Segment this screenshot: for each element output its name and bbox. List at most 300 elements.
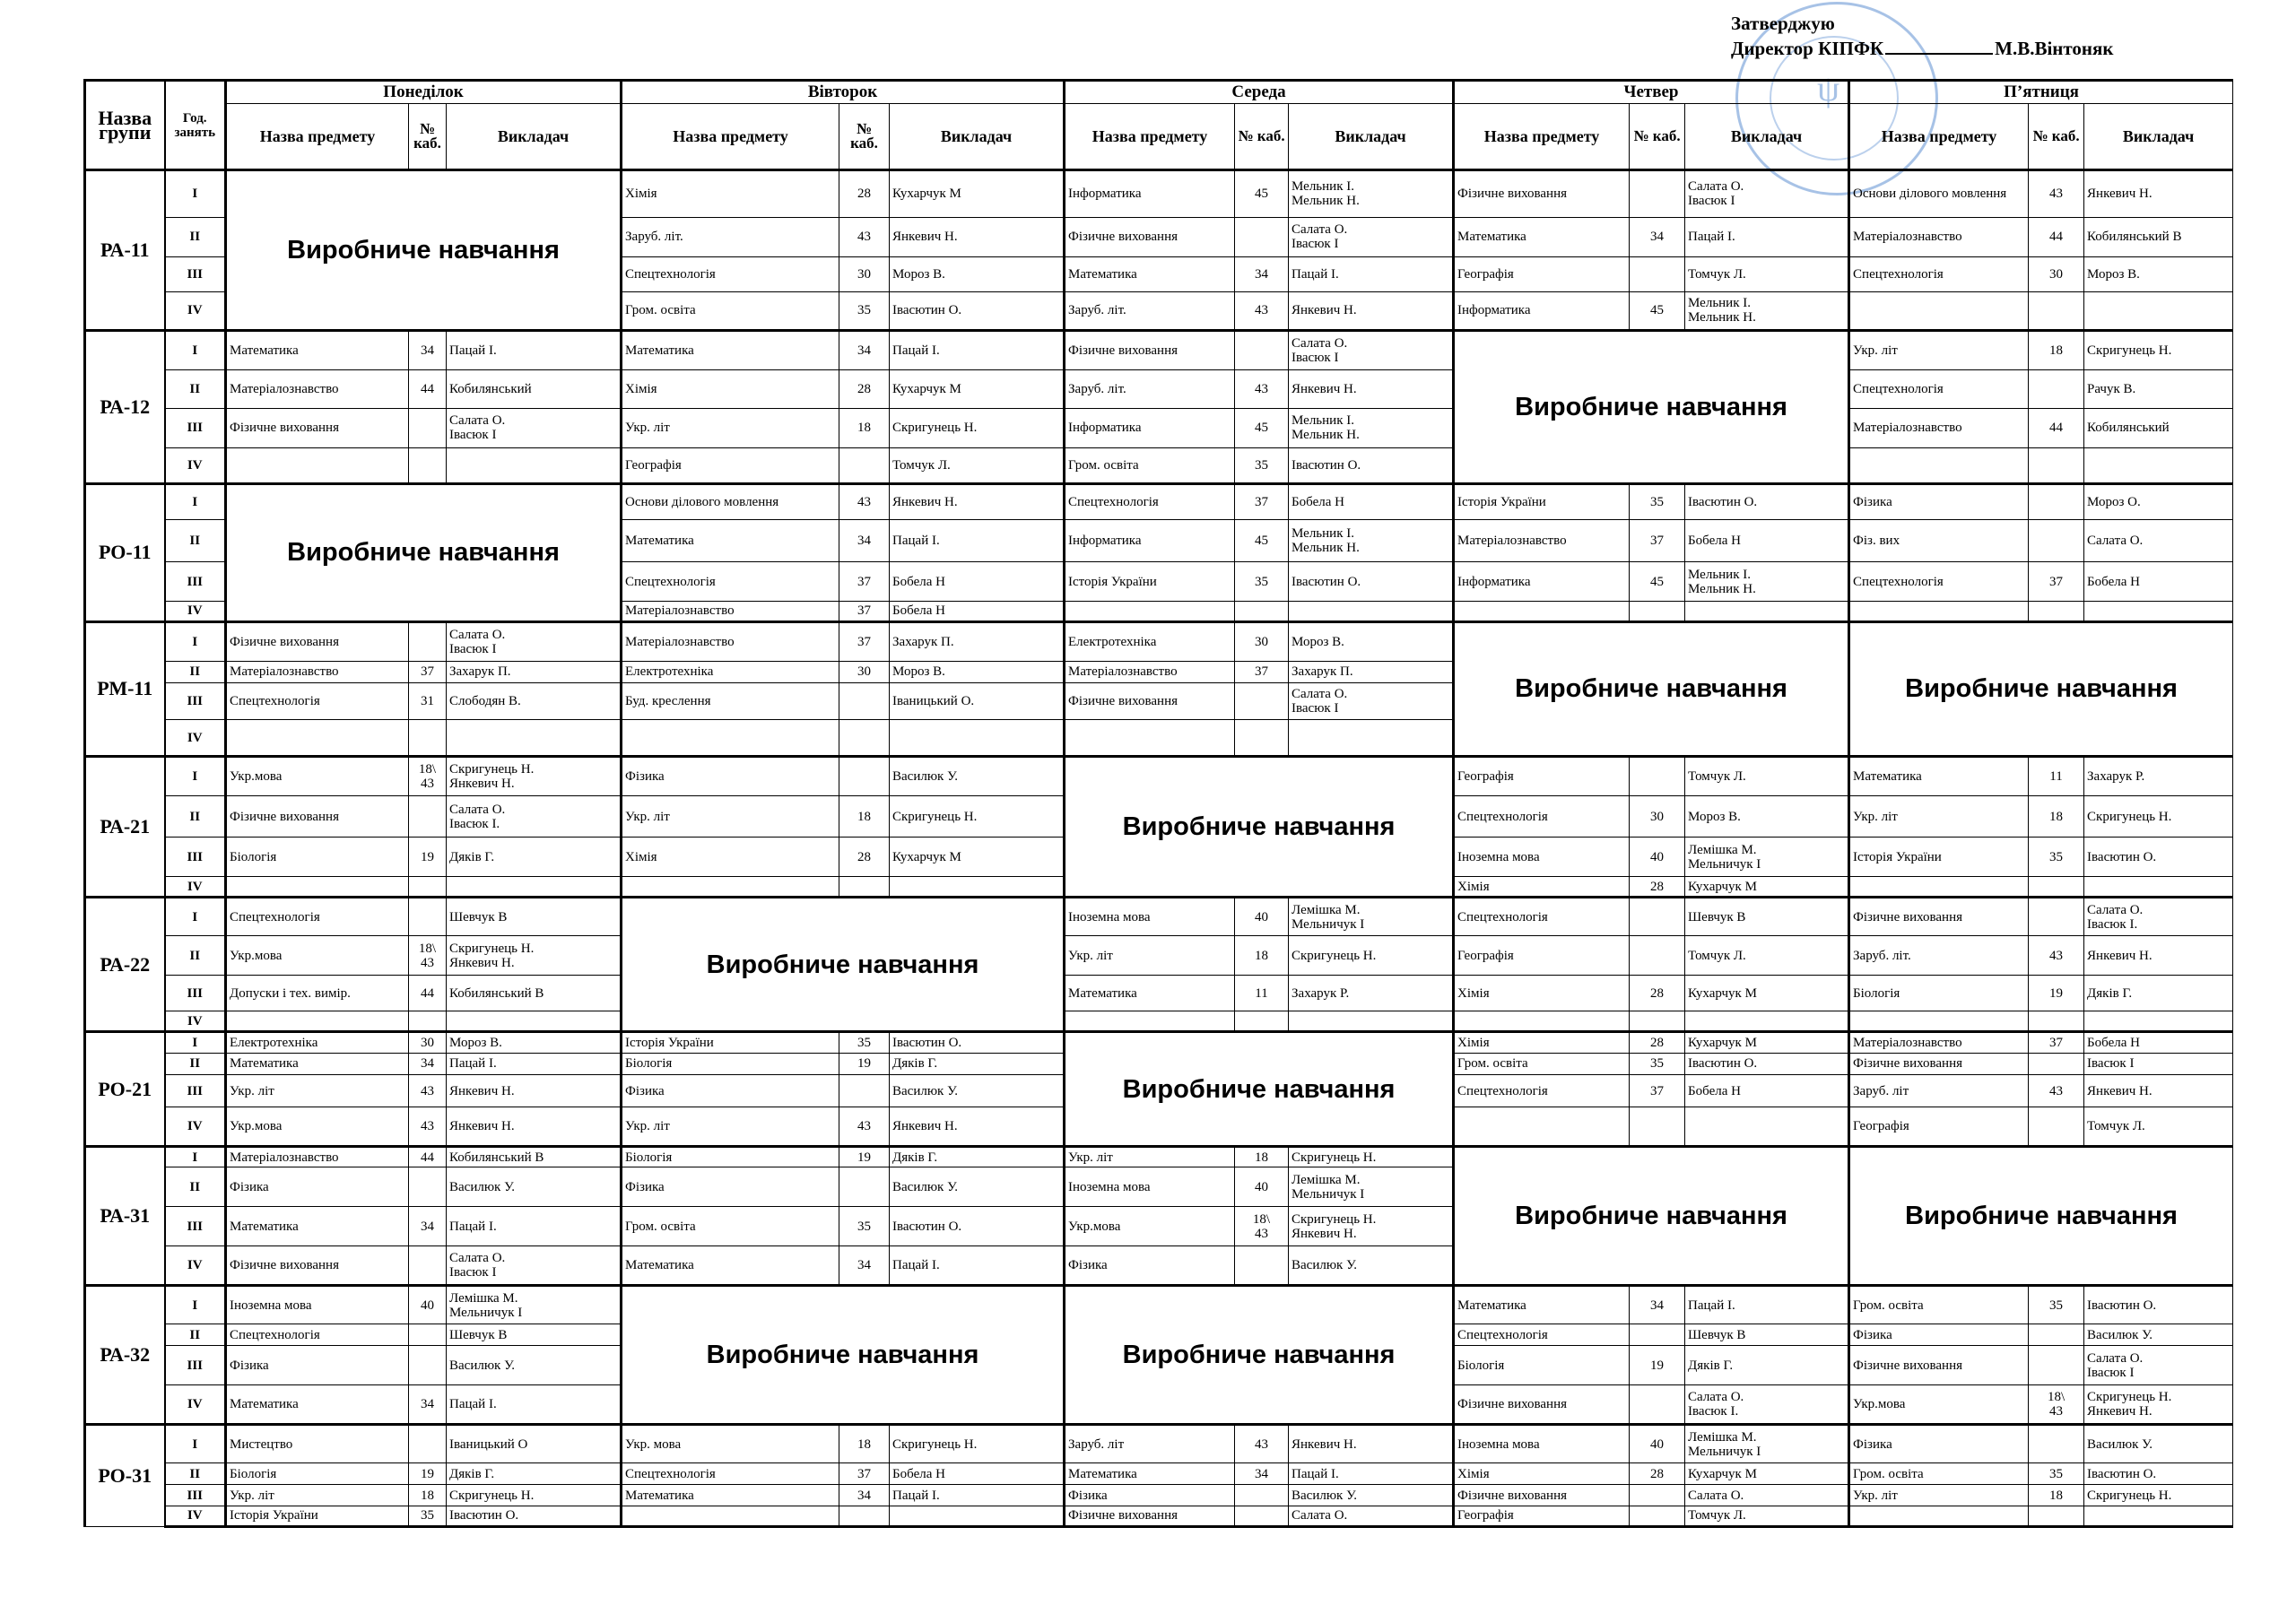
teacher-cell: Скригунець Н. [1289,1147,1454,1167]
lesson-number: III [165,682,226,720]
production-training: Виробниче навчання [1849,1147,2233,1286]
subject-cell: Гром. освіта [1849,1286,2029,1324]
lesson-number: III [165,1207,226,1246]
teacher-cell: Василюк У. [890,1074,1065,1107]
teacher-cell: Захарук П. [1289,661,1454,682]
room-cell: 28 [1630,976,1685,1011]
teacher-cell: Скригунець Н. Янкевич Н. [447,756,622,795]
teacher-cell: Салата О. Івасюк І [1289,330,1454,369]
teacher-cell: Мороз О. [2084,484,2233,520]
subject-cell: Укр. літ [226,1074,409,1107]
subject-cell: Іноземна мова [226,1286,409,1324]
subject-cell [1065,720,1235,756]
room-cell [2029,1425,2084,1463]
lesson-number: I [165,756,226,795]
production-training: Виробниче навчання [1065,1286,1454,1425]
teacher-cell: Шевчук В [447,898,622,936]
lesson-number: IV [165,1107,226,1147]
teacher-cell: Івасютин О. [2084,838,2233,877]
subject-cell: Гром. освіта [622,292,839,331]
subject-cell: Хімія [622,838,839,877]
teacher-cell: Скригунець Н. Янкевич Н. [447,935,622,975]
teacher-cell: Василюк У. [447,1167,622,1207]
subject-cell: Фізика [622,1167,839,1207]
room-cell [2029,1107,2084,1147]
subject-cell [622,1506,839,1526]
teacher-cell: Пацай І. [447,1053,622,1074]
teacher-cell: Івасютин О. [1685,1053,1849,1074]
subject-cell [226,877,409,898]
room-cell [2029,602,2084,622]
lesson-number: III [165,838,226,877]
day-header-1: Вівторок [622,81,1065,104]
subject-cell: Біологія [622,1147,839,1167]
lesson-number: I [165,621,226,661]
group-name: РМ-11 [85,621,165,756]
group-name: РО-11 [85,484,165,622]
teacher-cell: Салата О. Івасюк І [1289,682,1454,720]
teacher-cell: Кухарчук М [890,838,1065,877]
teacher-cell: Пацай І. [1685,217,1849,256]
room-cell: 44 [409,1147,447,1167]
room-cell: 35 [839,292,890,331]
teacher-cell: Кухарчук М [1685,1032,1849,1054]
subject-cell [1454,602,1630,622]
subject-cell: Біологія [226,1463,409,1485]
room-cell: 35 [2029,838,2084,877]
lesson-number: III [165,1346,226,1385]
subject-cell: Математика [226,1207,409,1246]
room-cell [839,877,890,898]
room-cell: 18\ 43 [1235,1207,1289,1246]
room-cell: 44 [409,369,447,408]
subject-cell: Інформатика [1065,520,1235,562]
room-cell [1235,1506,1289,1526]
teacher-cell [2084,1506,2233,1526]
subject-cell: Матеріалознавство [226,1147,409,1167]
teacher-cell: Бобела Н [890,562,1065,602]
header-lesson: Год. занять [165,81,226,170]
subject-cell: Спецтехнологія [226,682,409,720]
production-training: Виробниче навчання [622,898,1065,1032]
room-cell: 35 [839,1032,890,1054]
room-cell: 35 [1630,484,1685,520]
subject-cell [1849,292,2029,331]
teacher-cell: Мельник І. Мельник Н. [1289,520,1454,562]
production-training: Виробниче навчання [622,1286,1065,1425]
teacher-cell: Пацай І. [1289,256,1454,291]
subject-cell: Спецтехнологія [1065,484,1235,520]
room-cell: 34 [839,1246,890,1286]
subject-cell: Спецтехнологія [1454,898,1630,936]
teacher-cell: Салата О. [2084,520,2233,562]
teacher-cell: Салата О. Івасюк І [447,621,622,661]
teacher-cell: Скригунець Н. [2084,330,2233,369]
teacher-cell: Лемішка М. Мельничук І [1685,1425,1849,1463]
room-cell: 37 [1235,661,1289,682]
room-cell [1235,720,1289,756]
teacher-cell: Василюк У. [890,1167,1065,1207]
group-name: РА-11 [85,170,165,331]
subject-cell: Біологія [1849,976,2029,1011]
teacher-cell [447,1011,622,1032]
subject-cell: Хімія [622,369,839,408]
lesson-number: I [165,484,226,520]
lesson-number: IV [165,1246,226,1286]
subject-cell [226,1011,409,1032]
subject-cell: Основи ділового мовлення [1849,170,2029,218]
subject-cell: Математика [1065,256,1235,291]
subject-cell: Укр. літ [622,1107,839,1147]
group-name: РА-12 [85,330,165,483]
teacher-cell: Івасюк І [2084,1053,2233,1074]
teacher-cell: Василюк У. [890,756,1065,795]
production-training: Виробниче навчання [226,484,622,622]
room-cell [839,682,890,720]
lesson-number: IV [165,1011,226,1032]
room-cell [1630,1506,1685,1526]
room-cell: 40 [1630,1425,1685,1463]
subject-cell: Спецтехнологія [1849,562,2029,602]
group-name: РА-21 [85,756,165,897]
teacher-cell: Василюк У. [1289,1485,1454,1506]
room-header: № каб. [409,104,447,170]
teacher-cell: Салата О. Івасюк І [447,1246,622,1286]
room-cell [409,1167,447,1207]
subject-cell: Біологія [226,838,409,877]
subject-cell: Основи ділового мовлення [622,484,839,520]
room-cell [409,898,447,936]
teacher-cell: Пацай І. [890,1246,1065,1286]
lesson-number: II [165,1053,226,1074]
subject-cell: Спецтехнологія [1849,369,2029,408]
lesson-number: III [165,1074,226,1107]
teacher-cell: Івасютин О. [2084,1463,2233,1485]
teacher-cell: Василюк У. [1289,1246,1454,1286]
subject-cell: Електротехніка [1065,621,1235,661]
subject-cell: Історія України [226,1506,409,1526]
room-cell [2029,447,2084,483]
subject-cell: Укр. літ [1065,1147,1235,1167]
room-cell [839,756,890,795]
teacher-cell: Салата О. [1685,1485,1849,1506]
subject-cell: Заруб. літ. [1065,369,1235,408]
subject-cell: Іноземна мова [1454,838,1630,877]
teacher-cell: Скригунець Н. [447,1485,622,1506]
teacher-cell: Томчук Л. [2084,1107,2233,1147]
subject-cell: Укр. літ [622,408,839,447]
room-header: № каб. [839,104,890,170]
room-header: № каб. [1235,104,1289,170]
room-cell [2029,292,2084,331]
room-cell [2029,1506,2084,1526]
subject-cell: Географія [1454,1506,1630,1526]
subject-cell: Фізичне виховання [1454,1385,1630,1425]
subject-header: Назва предмету [226,104,409,170]
teacher-cell [1685,602,1849,622]
teacher-cell: Мороз В. [2084,256,2233,291]
subject-cell: Географія [1849,1107,2029,1147]
lesson-number: III [165,976,226,1011]
room-cell [409,447,447,483]
room-cell [409,877,447,898]
room-cell: 18 [2029,795,2084,838]
subject-cell [622,877,839,898]
teacher-cell: Салата О. Івасюк І. [447,795,622,838]
teacher-cell: Салата О. Івасюк І. [2084,898,2233,936]
room-cell: 19 [2029,976,2084,1011]
room-cell: 34 [839,520,890,562]
subject-cell: Укр.мова [226,1107,409,1147]
subject-cell: Іноземна мова [1065,1167,1235,1207]
room-cell: 28 [1630,1463,1685,1485]
room-cell: 28 [839,838,890,877]
teacher-cell [890,720,1065,756]
subject-cell: Математика [1849,756,2029,795]
subject-cell: Фізичне виховання [226,621,409,661]
room-cell [2029,1011,2084,1032]
teacher-cell: Скригунець Н. [890,795,1065,838]
subject-cell: Фізика [226,1167,409,1207]
subject-cell [226,447,409,483]
group-name: РА-22 [85,898,165,1032]
room-cell: 30 [839,256,890,291]
room-cell: 40 [1235,1167,1289,1207]
teacher-cell: Шевчук В [1685,1324,1849,1346]
room-cell: 30 [409,1032,447,1054]
room-cell: 35 [409,1506,447,1526]
room-cell: 44 [2029,408,2084,447]
subject-cell: Математика [622,1485,839,1506]
subject-cell: Гром. освіта [1849,1463,2029,1485]
room-cell [1235,217,1289,256]
room-cell: 43 [409,1107,447,1147]
room-cell: 28 [839,170,890,218]
room-cell [1630,1485,1685,1506]
subject-cell: Фізичне виховання [1849,898,2029,936]
room-cell: 45 [1235,520,1289,562]
room-cell [1630,602,1685,622]
subject-cell: Укр. літ [622,795,839,838]
room-cell: 19 [409,1463,447,1485]
subject-cell: Фізичне виховання [226,408,409,447]
room-cell [839,447,890,483]
room-cell: 34 [409,1207,447,1246]
teacher-cell: Янкевич Н. [1289,1425,1454,1463]
teacher-cell: Бобела Н [890,1463,1065,1485]
day-header-2: Середа [1065,81,1454,104]
header-group: Назва групи [85,81,165,170]
subject-cell: Іноземна мова [1454,1425,1630,1463]
teacher-cell [1289,602,1454,622]
subject-cell: Заруб. літ. [622,217,839,256]
teacher-cell: Кухарчук М [1685,877,1849,898]
lesson-number: I [165,1147,226,1167]
room-cell [839,1506,890,1526]
teacher-cell: Івасютин О. [2084,1286,2233,1324]
teacher-cell: Дяків Г. [1685,1346,1849,1385]
lesson-number: II [165,520,226,562]
subject-cell: Буд. креслення [622,682,839,720]
teacher-cell: Скригунець Н. [2084,1485,2233,1506]
teacher-cell: Захарук П. [447,661,622,682]
subject-cell: Біологія [622,1053,839,1074]
room-cell [409,1246,447,1286]
teacher-cell [1685,1107,1849,1147]
subject-cell: Фізичне виховання [1849,1346,2029,1385]
teacher-cell: Івасютин О. [1289,562,1454,602]
subject-cell [1065,602,1235,622]
director-name: М.В.Вінтоняк [1995,38,2114,59]
teacher-cell: Мороз В. [447,1032,622,1054]
room-cell [1630,756,1685,795]
teacher-header: Викладач [447,104,622,170]
teacher-cell: Дяків Г. [447,1463,622,1485]
production-training: Виробниче навчання [1454,621,1849,756]
teacher-cell: Салата О. Івасюк І [1289,217,1454,256]
subject-cell: Математика [226,1385,409,1425]
group-name: РА-32 [85,1286,165,1425]
subject-cell: Спецтехнологія [1454,1074,1630,1107]
teacher-cell: Слободян В. [447,682,622,720]
subject-cell: Біологія [1454,1346,1630,1385]
subject-cell: Географія [1454,256,1630,291]
room-cell [839,1074,890,1107]
lesson-number: IV [165,877,226,898]
teacher-cell: Кухарчук М [1685,976,1849,1011]
teacher-cell: Пацай І. [890,330,1065,369]
room-cell [1235,330,1289,369]
lesson-number: II [165,1324,226,1346]
subject-cell: Математика [1065,976,1235,1011]
teacher-cell: Салата О. Івасюк І [447,408,622,447]
teacher-cell: Івасютин О. [1289,447,1454,483]
subject-cell: Матеріалознавство [1849,217,2029,256]
subject-cell: Гром. освіта [1065,447,1235,483]
subject-cell: Інформатика [1454,562,1630,602]
subject-cell [1454,1107,1630,1147]
teacher-cell: Томчук Л. [890,447,1065,483]
teacher-cell: Пацай І. [890,1485,1065,1506]
teacher-cell: Скригунець Н. Янкевич Н. [1289,1207,1454,1246]
lesson-number: II [165,217,226,256]
teacher-cell: Дяків Г. [890,1053,1065,1074]
subject-cell: Мистецтво [226,1425,409,1463]
subject-cell: Фізика [1849,1425,2029,1463]
lesson-number: I [165,170,226,218]
lesson-number: IV [165,447,226,483]
subject-cell [1454,1011,1630,1032]
teacher-cell: Кухарчук М [890,170,1065,218]
lesson-number: II [165,369,226,408]
room-cell [2029,1346,2084,1385]
room-cell: 31 [409,682,447,720]
lesson-number: IV [165,602,226,622]
teacher-cell: Янкевич Н. [890,484,1065,520]
coat-of-arms-icon: ψ [1817,68,1840,108]
room-cell [2029,484,2084,520]
subject-cell: Спецтехнологія [622,562,839,602]
room-cell: 44 [409,976,447,1011]
room-cell: 18 [839,1425,890,1463]
subject-cell: Укр.мова [1065,1207,1235,1246]
room-cell [839,1167,890,1207]
subject-cell: Хімія [622,170,839,218]
subject-cell: Математика [226,1053,409,1074]
subject-cell: Фізичне виховання [1065,682,1235,720]
subject-cell: Інформатика [1065,408,1235,447]
subject-cell: Матеріалознавство [1065,661,1235,682]
room-cell: 40 [1235,898,1289,936]
room-cell: 18 [1235,935,1289,975]
room-cell: 18 [2029,1485,2084,1506]
teacher-cell: Івасютин О. [447,1506,622,1526]
room-cell: 30 [1235,621,1289,661]
subject-cell: Гром. освіта [622,1207,839,1246]
subject-cell: Укр.мова [226,935,409,975]
room-cell: 18 [839,408,890,447]
subject-cell: Укр. літ [1849,795,2029,838]
room-cell [2029,369,2084,408]
teacher-cell: Янкевич Н. [447,1074,622,1107]
teacher-cell: Янкевич Н. [2084,935,2233,975]
subject-cell: Математика [622,520,839,562]
room-cell [1630,1324,1685,1346]
room-cell [2029,1324,2084,1346]
subject-cell: Спецтехнологія [622,1463,839,1485]
teacher-cell: Янкевич Н. [890,217,1065,256]
subject-cell: Історія України [1454,484,1630,520]
subject-cell: Матеріалознавство [1849,1032,2029,1054]
subject-cell: Спецтехнологія [622,256,839,291]
subject-header: Назва предмету [1849,104,2029,170]
subject-cell [226,720,409,756]
group-name: РО-21 [85,1032,165,1147]
subject-cell: Укр. мова [622,1425,839,1463]
teacher-cell: Янкевич Н. [1289,292,1454,331]
room-cell [409,1346,447,1385]
teacher-cell [1289,1011,1454,1032]
teacher-cell: Василюк У. [2084,1425,2233,1463]
room-cell: 34 [1235,256,1289,291]
teacher-cell: Мельник І. Мельник Н. [1289,408,1454,447]
room-cell: 34 [409,1053,447,1074]
approval-title: Затверджую [1731,13,1835,34]
group-name: РО-31 [85,1425,165,1527]
teacher-cell: Шевчук В [447,1324,622,1346]
teacher-cell: Томчук Л. [1685,756,1849,795]
room-cell: 45 [1630,292,1685,331]
subject-cell: Фізичне виховання [226,1246,409,1286]
subject-cell: Укр.мова [1849,1385,2029,1425]
lesson-number: I [165,330,226,369]
room-cell: 43 [2029,170,2084,218]
subject-cell: Фізика [622,1074,839,1107]
teacher-cell: Кобилянський В [447,1147,622,1167]
teacher-cell: Кобилянський [447,369,622,408]
subject-cell: Матеріалознавство [1454,520,1630,562]
subject-cell: Фізика [1065,1485,1235,1506]
room-cell [409,1425,447,1463]
room-cell: 45 [1630,562,1685,602]
room-cell: 43 [2029,1074,2084,1107]
room-cell: 37 [839,562,890,602]
subject-cell: Фізичне виховання [1454,1485,1630,1506]
room-cell: 18 [839,795,890,838]
room-cell [1630,256,1685,291]
teacher-cell: Івасютин О. [890,292,1065,331]
teacher-cell: Томчук Л. [1685,256,1849,291]
